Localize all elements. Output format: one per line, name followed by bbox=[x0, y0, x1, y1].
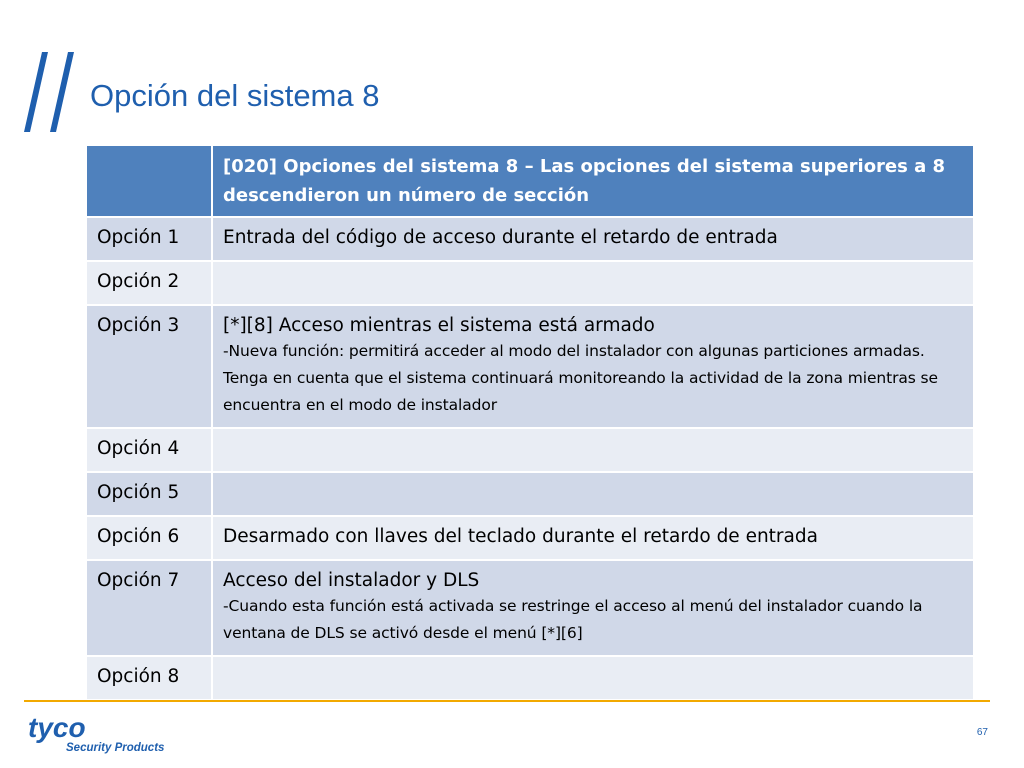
option-description bbox=[212, 656, 974, 700]
option-label: Opción 6 bbox=[86, 516, 212, 560]
option-label: Opción 3 bbox=[86, 305, 212, 428]
option-description bbox=[212, 516, 974, 560]
option-label: Opción 4 bbox=[86, 428, 212, 472]
table-row bbox=[86, 261, 974, 305]
option-description bbox=[212, 217, 974, 261]
table-header-row bbox=[86, 145, 974, 217]
option-sub-text: -Cuando esta función está activada se restringe el acceso al menú del instalador cuando la ventana de DLS se activó desde el menú [*][6] bbox=[223, 597, 923, 642]
header-cell-left bbox=[86, 145, 212, 217]
option-description bbox=[212, 472, 974, 516]
option-description bbox=[212, 261, 974, 305]
option-description bbox=[212, 305, 974, 428]
page-number: 67 bbox=[976, 727, 988, 738]
option-sub-text: -Nueva función: permitirá acceder al modo del instalador con algunas particiones armadas. Tenga en cuenta que el sistema continuará monitoreando la actividad de la zona mientras se encuentra en el modo de instalador bbox=[223, 342, 938, 414]
slide-title: Opción del sistema 8 bbox=[90, 78, 380, 113]
table-row bbox=[86, 560, 974, 656]
table-row bbox=[86, 656, 974, 700]
footer-divider bbox=[24, 700, 990, 702]
option-main-text: [*][8] Acceso mientras el sistema está armado bbox=[223, 315, 655, 336]
option-main-text: Desarmado con llaves del teclado durante el retardo de entrada bbox=[223, 526, 818, 547]
table-row bbox=[86, 305, 974, 428]
table-row bbox=[86, 472, 974, 516]
option-description bbox=[212, 560, 974, 656]
logo-tagline-text: Security Products bbox=[66, 742, 165, 754]
option-label: Opción 2 bbox=[86, 261, 212, 305]
system-options-table bbox=[85, 144, 975, 701]
option-main-text: Entrada del código de acceso durante el retardo de entrada bbox=[223, 227, 778, 248]
option-description bbox=[212, 428, 974, 472]
logo-brand-text: tyco bbox=[28, 712, 86, 743]
table-row bbox=[86, 217, 974, 261]
option-label: Opción 5 bbox=[86, 472, 212, 516]
option-label: Opción 7 bbox=[86, 560, 212, 656]
option-label: Opción 8 bbox=[86, 656, 212, 700]
option-main-text: Acceso del instalador y DLS bbox=[223, 570, 480, 591]
double-slash-decoration bbox=[22, 48, 82, 136]
tyco-logo bbox=[26, 712, 196, 758]
option-label: Opción 1 bbox=[86, 217, 212, 261]
table-row bbox=[86, 428, 974, 472]
table-row bbox=[86, 516, 974, 560]
header-cell-title: [020] Opciones del sistema 8 – Las opciones del sistema superiores a 8 descendieron un número de sección bbox=[212, 145, 974, 217]
